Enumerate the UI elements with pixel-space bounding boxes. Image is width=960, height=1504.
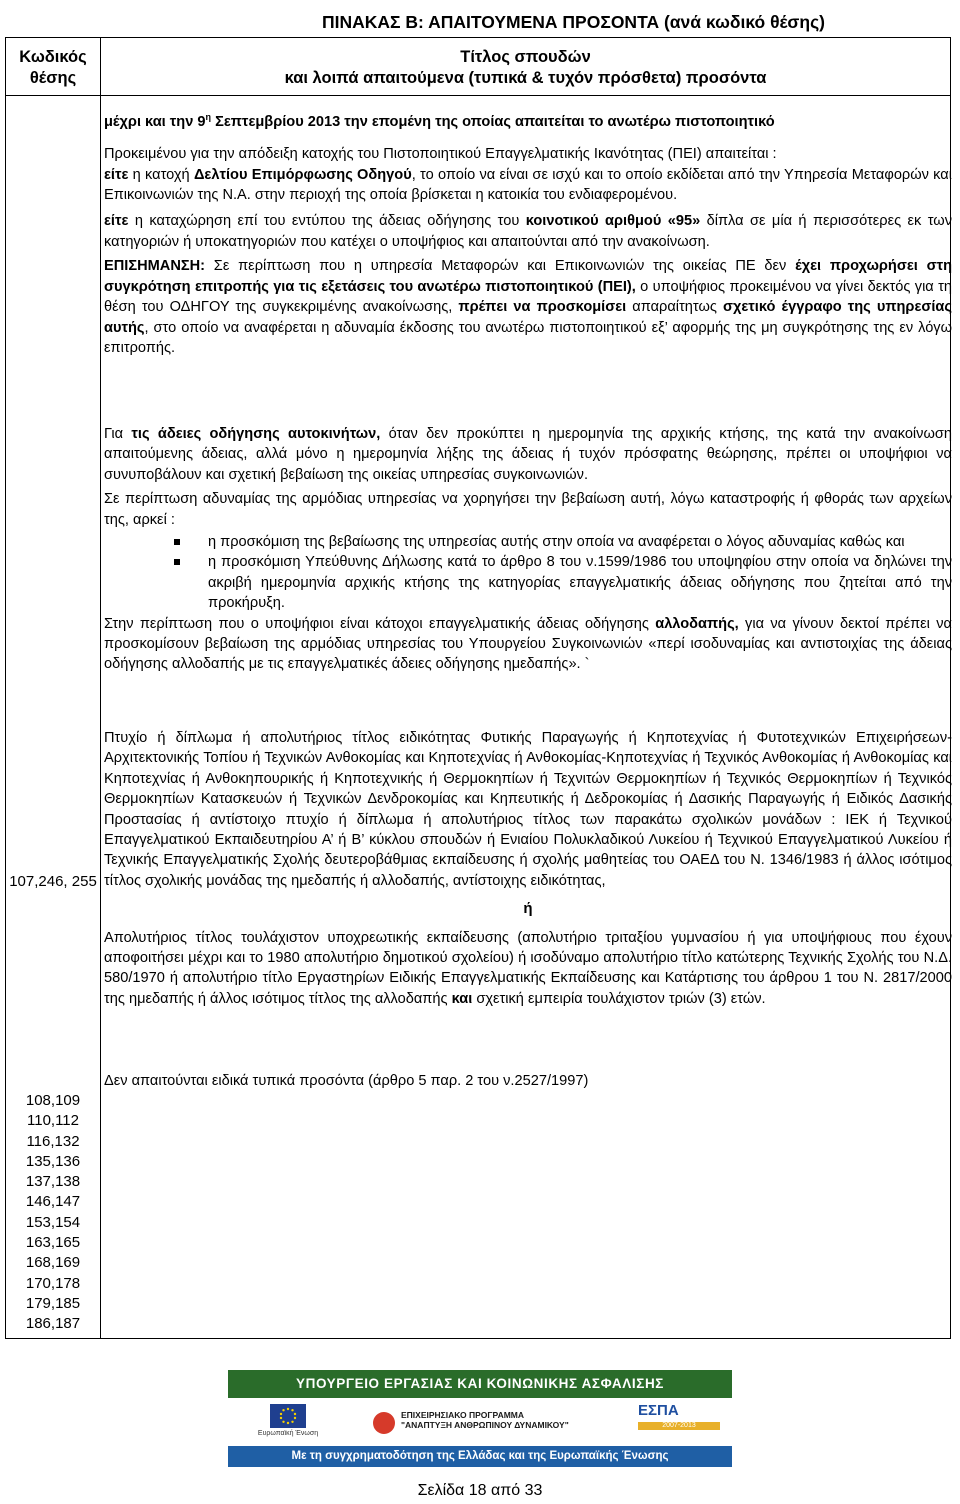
programme-line1: ΕΠΙΧΕΙΡΗΣΙΑΚΟ ΠΡΟΓΡΑΜΜΑ <box>401 1410 525 1420</box>
position-code-item: 153,154 <box>25 1213 81 1231</box>
column-header-code-line1: Κωδικός <box>19 48 87 66</box>
licence-paragraph-2: Σε περίπτωση αδυναμίας της αρμόδιας υπηρεσίας να χορηγήσει την βεβαίωση αυτή, λόγω καταστροφής ή φθοράς των αρχείων της, αρκεί : <box>104 491 952 528</box>
page-title: ΠΙΝΑΚΑΣ Β: ΑΠΑΙΤΟΥΜΕΝΑ ΠΡΟΣΟΝΤΑ (ανά κωδικό θέσης) <box>321 12 826 32</box>
licence-bullet-list <box>104 532 952 614</box>
pei-requirement-block <box>104 107 952 358</box>
pei-option-1: είτε η κατοχή Δελτίου Επιμόρφωσης Οδηγού, το οποίο να είναι σε ισχύ και το οποίο εκδίδεται από την Υπηρεσία Μεταφορών και Επικοινωνιών της Ν.Α. στην περιοχή της οποία βρίσκεται η κατοικία του ενδιαφερομένου. <box>104 166 952 204</box>
licence-paragraph-1: Για τις άδειες οδήγησης αυτοκινήτων, όταν δεν προκύπτει η ημερομηνία της αρχικής κτήσης, της κατά την ανακοίνωση απαιτούμενης άδειας, αλλά μόνο η ημερομηνία λήξης της άδειας ή τυχόν πρόσφατης θεώρησης, πρέπει οι υποψήφιοι να συνυποβάλουν και σχετική βεβαίωση της οικείας υπηρεσίας συγκοινωνιών. <box>104 426 952 483</box>
licence-paragraph-3: Στην περίπτωση που ο υποψήφιοι είναι κάτοχοι επαγγελματικής άδειας οδήγησης αλλοδαπής, για να γίνουν δεκτοί πρέπει να προσκομίσουν βεβαίωση της αρμόδιας υπηρεσίας του Υπουργείου Συγκοινωνιών «περί ισοδυναμίας και αντιστοιχίας της άδειας οδήγησης αλλοδαπής με τις επαγγελματικές άδειες οδήγησης ημεδαπής». ` <box>104 615 952 673</box>
programme-mark-icon <box>373 1412 395 1434</box>
position-codes-list <box>6 1091 100 1335</box>
position-code-item: 146,147 <box>25 1193 81 1211</box>
pei-note: ΕΠΙΣΗΜΑΝΣΗ: Σε περίπτωση που η υπηρεσία Μεταφορών και Επικοινωνιών της οικείας ΠΕ δεν έχει προχωρήσει στη συγκρότηση επιτροπής για τις εξετάσεις του ανωτέρω πιστοποιητικού (ΠΕΙ), ο υποψήφιος προκειμένου να γίνει δεκτός για τη θέση του ΟΔΗΓΟΥ της συγκεκριμένης ανακοίνωσης, πρέπει να προσκομίσει απαραίτητως σχετικό έγγραφο της υπηρεσίας αυτής, στο οποίο να αναφέρεται η αδυναμία έκδοσης του ανωτέρω πιστοποιητικού εξ’ αφορμής της μη συγκρότησης της εν λόγω επιτροπής. <box>104 258 952 356</box>
column-header-code <box>6 47 100 89</box>
no-qualifications-block <box>104 1071 952 1091</box>
deadline-line: μέχρι και την $9^\eta$ Σεπτεμβρίου 2013 την επομένη της οποίας απαιτείται το ανωτέρω πιστοποιητικό <box>104 112 775 130</box>
position-code-item: 163,165 <box>25 1234 81 1252</box>
no-qualifications-text: Δεν απαιτούνται ειδικά τυπικά προσόντα (άρθρο 5 παρ. 2 του ν.2527/1997) <box>104 1073 589 1089</box>
espa-logo <box>638 1402 720 1444</box>
eu-logo <box>248 1404 318 1444</box>
or-separator: ή <box>523 900 533 918</box>
position-code-item: 170,178 <box>25 1274 81 1292</box>
position-code-item: 135,136 <box>25 1152 81 1170</box>
column-header-title <box>101 47 950 89</box>
column-header-code-line2: θέσης <box>29 69 77 87</box>
qualifications-block <box>104 728 952 1009</box>
espa-word: ΕΣΠΑ <box>638 1402 679 1419</box>
driving-licence-block <box>104 424 952 675</box>
column-header-title-line2: και λοιπά απαιτούμενα (τυπικά & τυχόν πρόσθετα) προσόντα <box>284 69 767 87</box>
position-code-item: 110,112 <box>27 1112 79 1130</box>
qualifications-paragraph-1: Πτυχίο ή δίπλωμα ή απολυτήριος τίτλος ειδικότητας Φυτικής Παραγωγής ή Κηποτεχνίας ή Φυτοτεχνικών Επιχειρήσεων- Αρχιτεκτονικής Τοπίου ή Τεχνικών Ανθοκομίας και Κηποτεχνίας ή Ανθοκομίας-Κηποτεχνίας ή Τεχνικός Ανθοκομίας ή Ανθοκομίας και Κηποτεχνίας ή Ανθοκηπουρικής ή Κηποτεχνικής ή Θερμοκηπίων ή Τεχνιτών Θερμοκηπίων ή Τεχνικός Θερμοκηπίων ή Τεχνικός Θερμοκηπίων Κατασκευών ή Τεχνικών Δενδροκομίας και Κηπευτικής ή Δεδροκομίας ή Δασικής Παραγωγής ή Ειδικός Δασικής Προστασίας ή αντίστοιχο πτυχίο ή δίπλωμα ή απολυτήριος τίτλος των παρακάτω σχολικών μονάδων : ΙΕΚ ή Τεχνικού Επαγγελματικού Εκπαιδευτηρίου Α’ ή Β’ κύκλου σπουδών ή Ενιαίου Πολυκλαδικού Λυκείου ή Τεχνικού Επαγγελματικού Λυκείου ή Τεχνικής Επαγγελματικής Σχολής δευτεροβάθμιας εκπαίδευσης ή σχολής μαθητείας του ΟΑΕΔ του Ν. 1346/1983 ή άλλος ισότιμος τίτλος σχολικής μονάδας της ημεδαπής ή αλλοδαπής, αντίστοιχης ειδικότητας, <box>104 730 952 889</box>
position-code-item: 116,132 <box>26 1132 80 1150</box>
position-code-item: 108,109 <box>25 1092 81 1109</box>
ministry-title: ΥΠΟΥΡΓΕΙΟ ΕΡΓΑΣΙΑΣ ΚΑΙ ΚΟΙΝΩΝΙΚΗΣ ΑΣΦΑΛΙΣΗΣ <box>228 1370 732 1398</box>
column-divider <box>100 38 101 1338</box>
position-code-item: 137,138 <box>25 1173 81 1191</box>
position-code-item: 186,187 <box>25 1315 81 1333</box>
cofunding-line: Με τη συγχρηματοδότηση της Ελλάδας και της Ευρωπαϊκής Ένωσης <box>228 1446 732 1467</box>
licence-bullet-1: η προσκόμιση της βεβαίωσης της υπηρεσίας αυτής στην οποία να αναφέρεται ο λόγος αδυναμίας καθώς και <box>104 532 952 552</box>
qualifications-paragraph-2: Απολυτήριος τίτλος τουλάχιστον υποχρεωτικής εκπαίδευσης (απολυτήριο τριταξίου γυμνασίου ή για υποψήφιους που έχουν αποφοιτήσει μέχρι και το 1980 απολυτήριο δημοτικού σχολείου) ή ισοδύναμο απολυτήριο τίτλο κατώτερης Τεχνικής Σχολής του Ν.Δ. 580/1970 ή απολυτήριο τίτλο Εργαστηρίων Ειδικής Επαγγελματικής Εκπαίδευσης και Κατάρτισης του άρθρου 1 του Ν. 2817/2000 της ημεδαπής ή άλλος ισότιμος τίτλος της αλλοδαπής και σχετική εμπειρία τουλάχιστον τριών (3) ετών. <box>104 929 952 1007</box>
logos-row <box>228 1398 732 1446</box>
eu-flag-icon <box>270 1404 306 1428</box>
pei-intro: Προκειμένου για την απόδειξη κατοχής του Πιστοποιητικού Επαγγελματικής Ικανότητας (ΠΕΙ) απαιτείται : <box>104 146 777 163</box>
position-code-item: 179,185 <box>25 1294 81 1312</box>
eu-caption: Ευρωπαϊκή Ένωση <box>257 1430 319 1437</box>
licence-bullet-2: η προσκόμιση Υπεύθυνης Δήλωσης κατά το άρθρο 8 του ν.1599/1986 του υποψηφίου στην οποία να δηλώνει την ακριβή ημερομηνία αρχικής κτήσης της κατηγορίας επαγγελματικής άδειας οδήγησης που ζητείται από την προκήρυξη. <box>104 552 952 613</box>
pei-option-2: είτε η καταχώρηση επί του εντύπου της άδειας οδήγησης του κοινοτικού αριθμού «95» δίπλα σε μία ή περισσότερες εκ των κατηγοριών ή υποκατηγοριών που κατέχει ο υποψήφιος και απαιτούνται από την ανακοίνωση. <box>104 213 952 250</box>
programme-line2: "ΑΝΑΠΤΥΞΗ ΑΝΘΡΩΠΙΝΟΥ ΔΥΝΑΜΙΚΟΥ" <box>401 1420 569 1430</box>
column-header-title-line1: Τίτλος σπουδών <box>460 48 591 66</box>
position-code-item: 168,169 <box>25 1254 81 1272</box>
programme-logo <box>373 1406 623 1438</box>
programme-text <box>401 1410 621 1430</box>
espa-years: 2007-2013 <box>638 1422 720 1430</box>
page-number: Σελίδα 18 από 33 <box>417 1482 543 1499</box>
funding-banner <box>228 1370 732 1467</box>
header-divider <box>6 95 950 96</box>
position-code-107: 107,246, 255 <box>9 873 97 890</box>
